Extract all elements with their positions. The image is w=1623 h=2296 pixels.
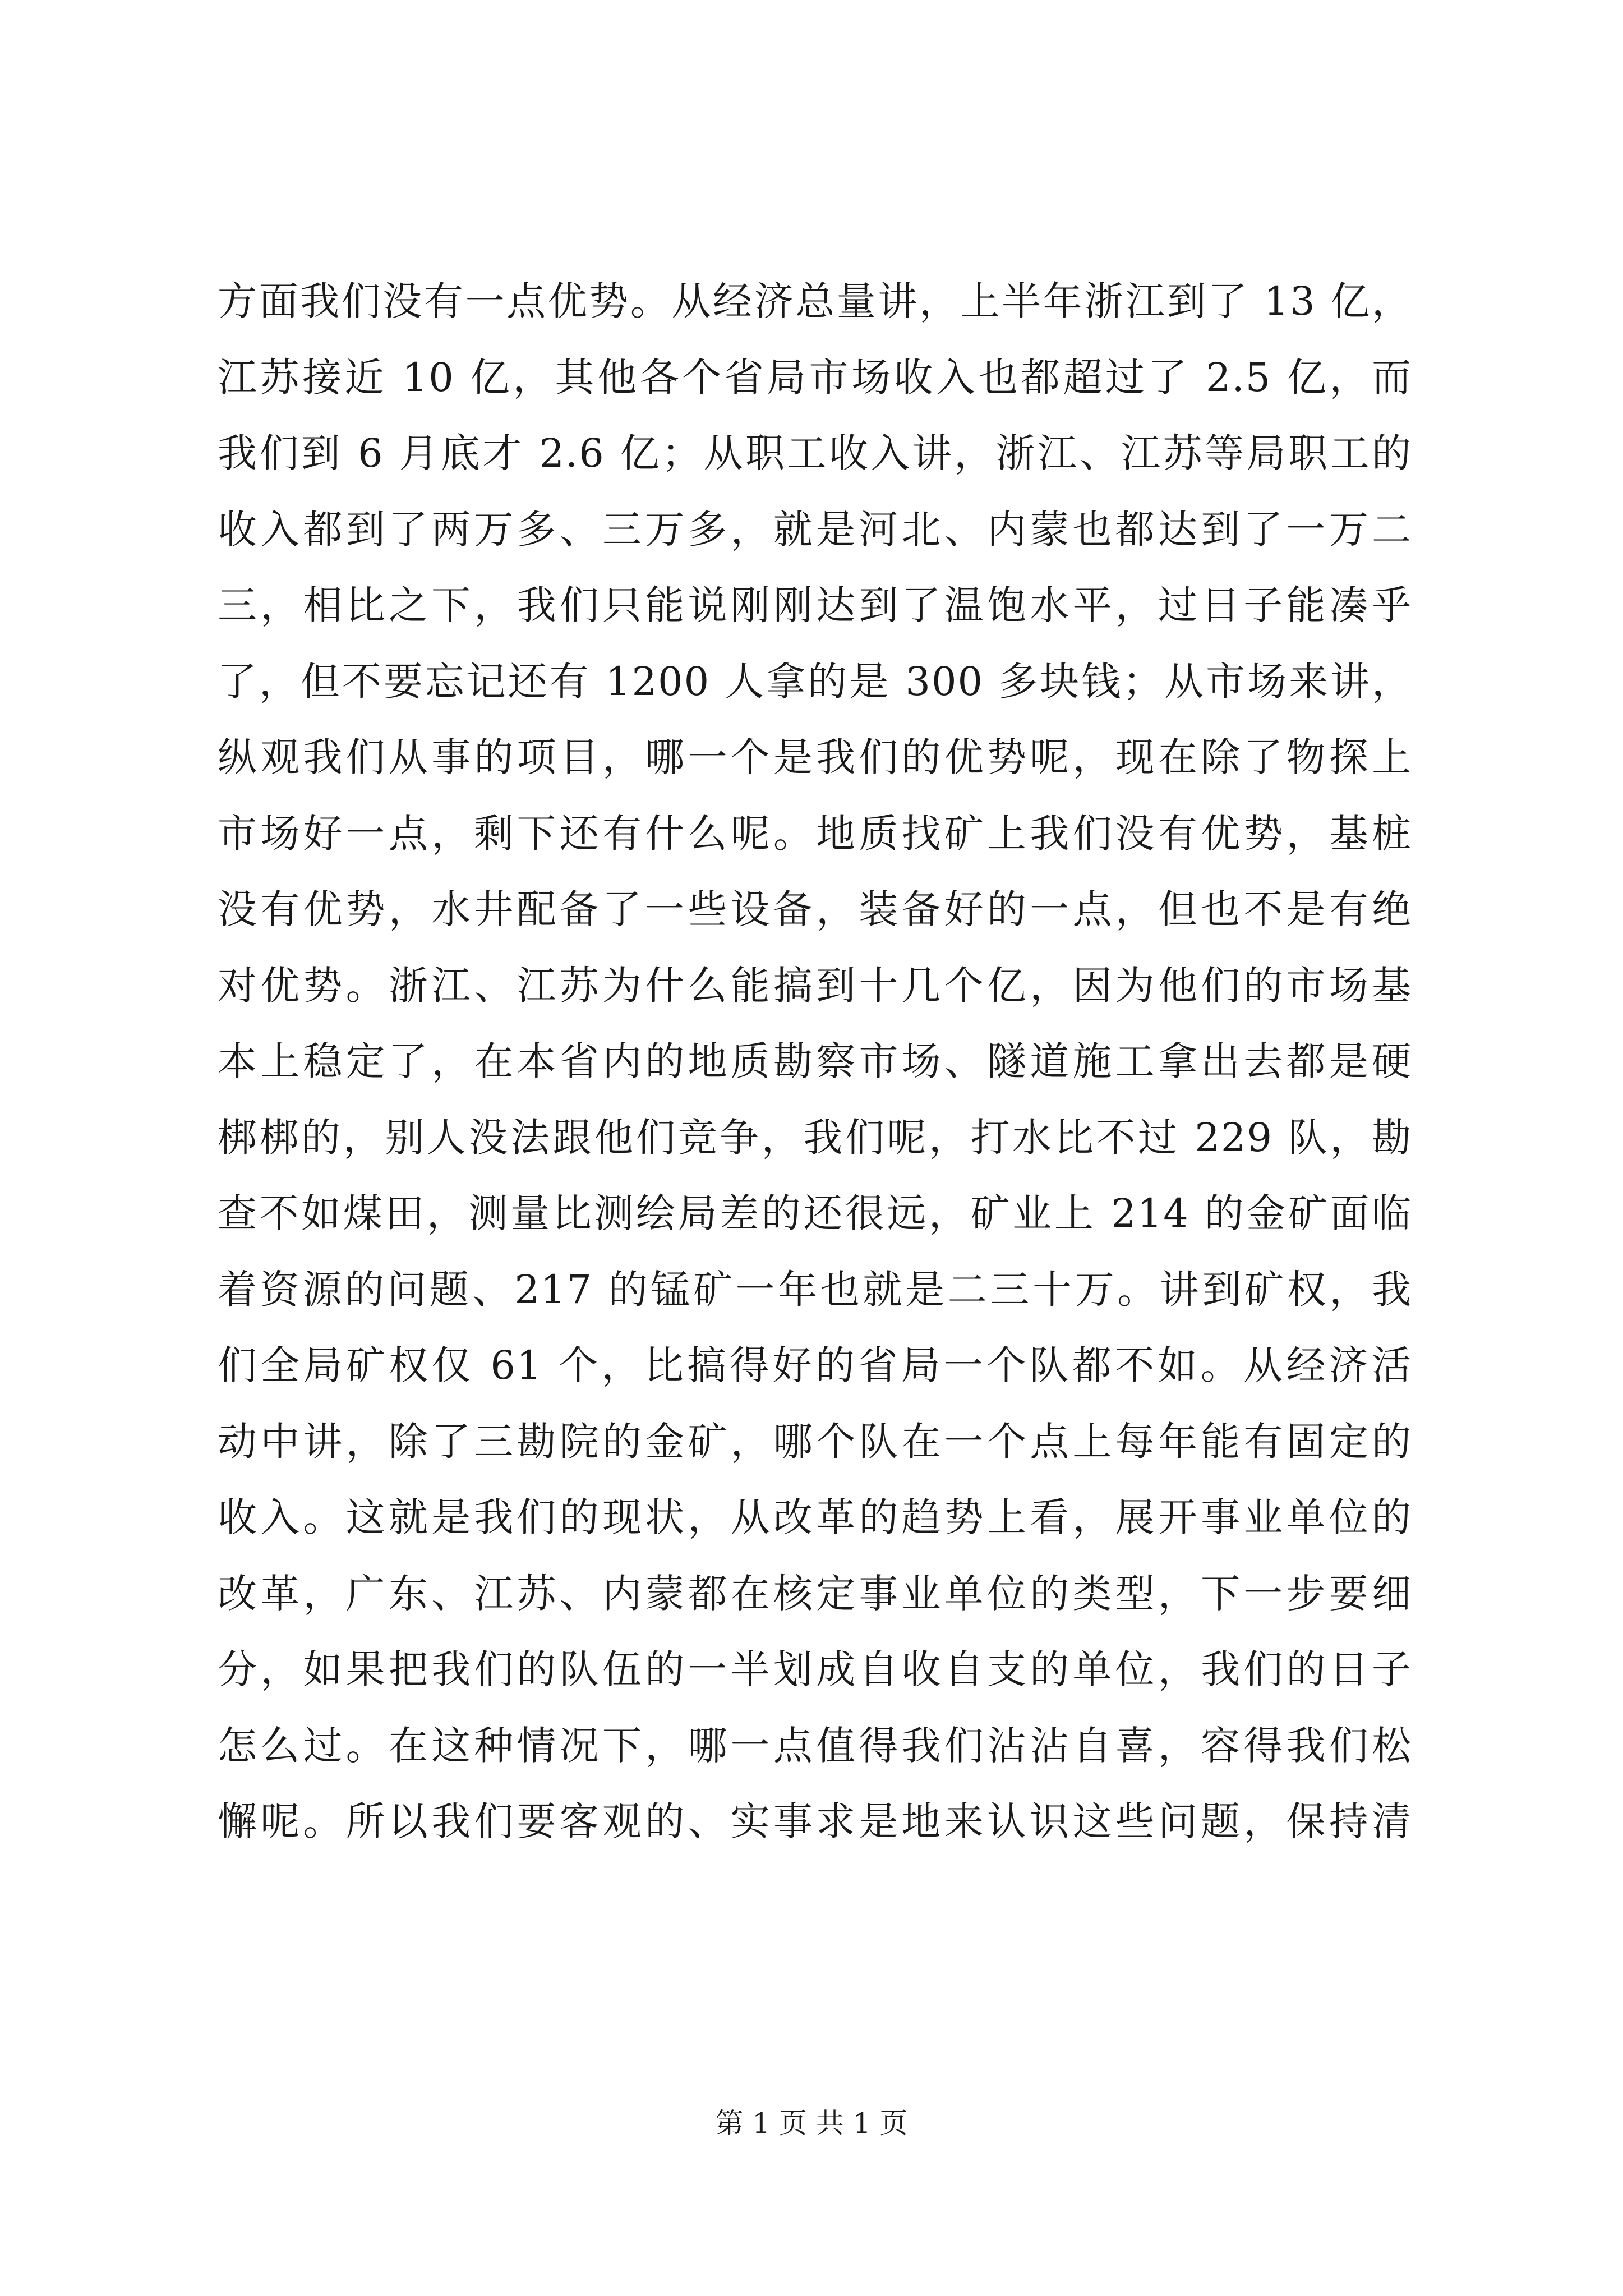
text-line: 收入都到了两万多、三万多，就是河北、内蒙也都达到了一万二 <box>218 506 1412 553</box>
text-line: 江苏接近 10 亿，其他各个省局市场收入也都超过了 2.5 亿，而 <box>218 354 1412 401</box>
text-line: 了，但不要忘记还有 1200 人拿的是 300 多块钱；从市场来讲， <box>218 658 1412 705</box>
text-line: 收入。这就是我们的现状，从改革的趋势上看，展开事业单位的 <box>218 1494 1412 1540</box>
body-paragraph <box>218 264 1412 1860</box>
text-line: 分，如果把我们的队伍的一半划成自收自支的单位，我们的日子 <box>218 1646 1412 1692</box>
text-line: 懈呢。所以我们要客观的、实事求是地来认识这些问题，保持清 <box>218 1798 1412 1844</box>
text-line: 查不如煤田，测量比测绘局差的还很远，矿业上 214 的金矿面临 <box>218 1190 1412 1236</box>
text-line: 没有优势，水井配备了一些设备，装备好的一点，但也不是有绝 <box>218 886 1412 932</box>
text-line: 对优势。浙江、江苏为什么能搞到十几个亿，因为他们的市场基 <box>218 962 1412 1009</box>
text-line: 动中讲，除了三勘院的金矿，哪个队在一个点上每年能有固定的 <box>218 1418 1412 1465</box>
text-line: 本上稳定了，在本省内的地质勘察市场、隧道施工拿出去都是硬 <box>218 1038 1412 1084</box>
text-line: 改革，广东、江苏、内蒙都在核定事业单位的类型，下一步要细 <box>218 1570 1412 1617</box>
text-line: 们全局矿权仅 61 个，比搞得好的省局一个队都不如。从经济活 <box>218 1342 1412 1388</box>
text-line: 方面我们没有一点优势。从经济总量讲，上半年浙江到了 13 亿， <box>218 278 1412 324</box>
text-line: 梆梆的，别人没法跟他们竞争，我们呢，打水比不过 229 队，勘 <box>218 1114 1412 1161</box>
text-line: 市场好一点，剩下还有什么呢。地质找矿上我们没有优势，基桩 <box>218 810 1412 857</box>
page-footer: 第 1 页 共 1 页 <box>715 2107 908 2139</box>
text-line: 三，相比之下，我们只能说刚刚达到了温饱水平，过日子能凑乎 <box>218 582 1412 628</box>
text-line: 着资源的问题、217 的锰矿一年也就是二三十万。讲到矿权，我 <box>218 1266 1412 1313</box>
text-line: 我们到 6 月底才 2.6 亿；从职工收入讲，浙江、江苏等局职工的 <box>218 430 1412 476</box>
text-line: 怎么过。在这种情况下，哪一点值得我们沾沾自喜，容得我们松 <box>218 1722 1412 1769</box>
text-line: 纵观我们从事的项目，哪一个是我们的优势呢，现在除了物探上 <box>218 734 1412 780</box>
